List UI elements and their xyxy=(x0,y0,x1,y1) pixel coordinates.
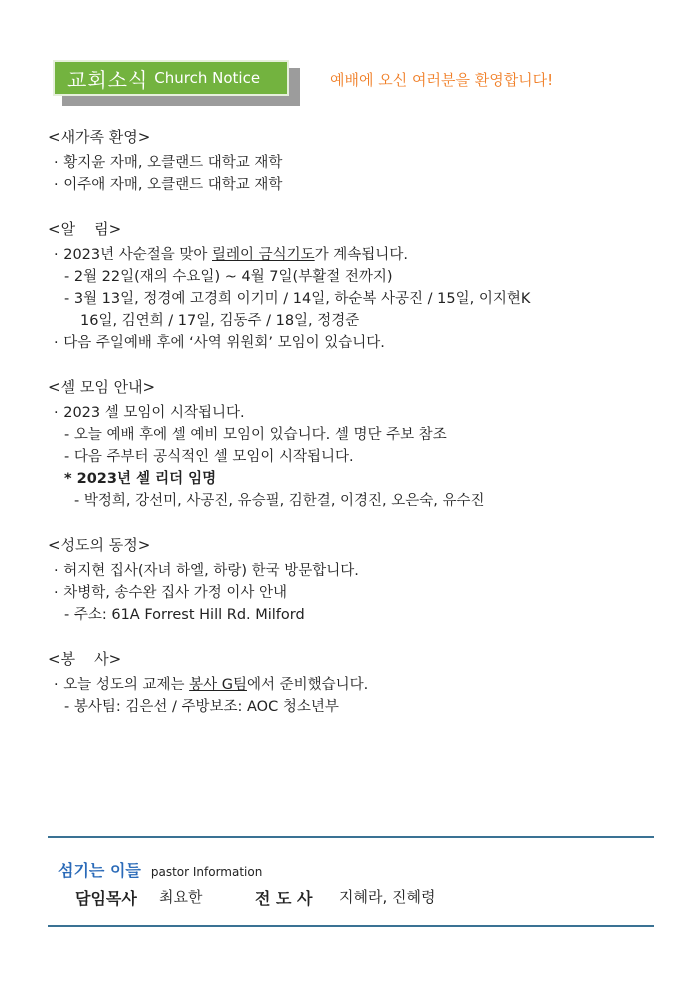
underlined-text: 릴레이 금식기도 xyxy=(212,247,315,263)
list-subitem: - 주소: 61A Forrest Hill Rd. Milford xyxy=(64,607,305,623)
section-title: <알 림> xyxy=(48,220,122,238)
role-senior-pastor: 담임목사 xyxy=(75,889,137,908)
leaders-title: * 2023년 셀 리더 임명 xyxy=(64,471,217,487)
footer-top-rule xyxy=(48,836,654,838)
section-saints xyxy=(48,534,668,626)
section-title: <셀 모임 안내> xyxy=(48,378,156,396)
list-subitem: - 오늘 예배 후에 셀 예비 모임이 있습니다. 셀 명단 주보 참조 xyxy=(64,427,447,443)
list-subitem: - 다음 주부터 공식적인 셀 모임이 시작됩니다. xyxy=(64,449,354,465)
list-item: · 다음 주일예배 후에 ‘사역 위원회’ 모임이 있습니다. xyxy=(54,335,385,351)
text: · 오늘 성도의 교제는 xyxy=(54,677,190,693)
section-notice xyxy=(48,218,668,354)
footer-title-en: pastor Information xyxy=(150,865,263,879)
text: · 2023년 사순절을 맞아 xyxy=(54,247,212,263)
section-new-family xyxy=(48,126,668,196)
text: 가 계속됩니다. xyxy=(314,247,408,263)
header-title-ko: 교회소식 xyxy=(67,67,149,92)
header-title-en: Church Notice xyxy=(154,69,261,87)
welcome-message: 예배에 오신 여러분을 환영합니다! xyxy=(330,71,554,89)
section-title: <새가족 환영> xyxy=(48,128,151,146)
list-item: · 황지윤 자매, 오클랜드 대학교 재학 xyxy=(54,155,283,171)
footer-bottom-rule xyxy=(48,925,654,927)
list-item xyxy=(48,674,668,696)
notice-content xyxy=(48,126,668,740)
list-item: · 차병학, 송수완 집사 가정 이사 안내 xyxy=(54,585,287,601)
footer-title xyxy=(58,858,262,881)
section-title: <봉 사> xyxy=(48,650,122,668)
list-subitem: - 2월 22일(재의 수요일) ~ 4월 7일(부활절 전까지) xyxy=(64,269,393,285)
list-item: · 2023 셀 모임이 시작됩니다. xyxy=(54,405,245,421)
list-subitem-continuation: 16일, 김연희 / 17일, 김동주 / 18일, 정경준 xyxy=(80,313,360,329)
section-title: <성도의 동정> xyxy=(48,536,151,554)
role-evangelist: 전 도 사 xyxy=(255,889,313,908)
list-item xyxy=(48,244,668,266)
list-item: · 허지현 집사(자녀 하엘, 하랑) 한국 방문합니다. xyxy=(54,563,359,579)
footer-title-ko: 섬기는 이들 xyxy=(58,861,141,880)
senior-pastor-name: 최요한 xyxy=(159,888,203,906)
section-cell xyxy=(48,376,668,512)
church-notice-header xyxy=(53,60,289,96)
pastor-info-row xyxy=(75,886,435,909)
section-service xyxy=(48,648,668,718)
list-subitem: - 3월 13일, 정경예 고경희 이기미 / 14일, 하순복 사공진 / 15일, 이지현K xyxy=(64,291,531,307)
list-subitem: - 봉사팀: 김은선 / 주방보조: AOC 청소년부 xyxy=(64,699,339,715)
leaders-list: - 박정희, 강선미, 사공진, 유승필, 김한결, 이경진, 오은숙, 유수진 xyxy=(74,493,485,509)
underlined-text: 봉사 G팀 xyxy=(189,677,247,693)
list-item: · 이주애 자매, 오클랜드 대학교 재학 xyxy=(54,177,283,193)
text: 에서 준비했습니다. xyxy=(246,677,369,693)
evangelist-names: 지혜라, 진혜령 xyxy=(339,888,436,906)
